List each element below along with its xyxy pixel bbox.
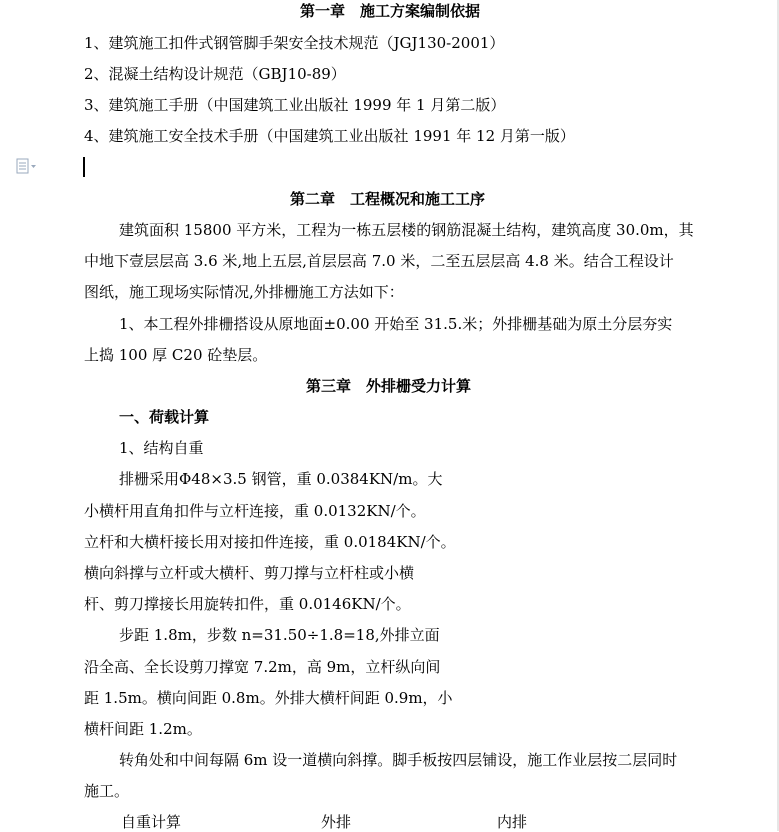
- subsection-self-weight: 1、结构自重: [119, 439, 204, 457]
- bracing-line-1: 转角处和中间每隔 6m 设一道横向斜撑。脚手板按四层铺设，施工作业层按二层同时: [119, 751, 678, 769]
- table-head-self-weight: 自重计算: [121, 813, 182, 831]
- spacing-line-2: 沿全高、全长设剪刀撑宽 7.2m，高 9m，立杆纵向间: [84, 658, 441, 676]
- chapter-2-title: 第二章 工程概况和施工工序: [290, 190, 486, 208]
- reference-item-2: 2、混凝土结构设计规范（GBJ10-89）: [84, 65, 346, 83]
- scaffold-line-2: 上捣 100 厚 C20 砼垫层。: [84, 346, 268, 364]
- weight-line-3: 立杆和大横杆接长用对接扣件连接，重 0.0184KN/个。: [84, 533, 456, 551]
- weight-line-5: 杆、剪刀撑接长用旋转扣件，重 0.0146KN/个。: [84, 595, 411, 613]
- spacing-line-1: 步距 1.8m，步数 n=31.50÷1.8=18,外排立面: [119, 626, 440, 644]
- bracing-line-2: 施工。: [84, 782, 130, 800]
- text-cursor: [83, 157, 85, 177]
- section-load-calc: 一、荷载计算: [119, 408, 210, 426]
- weight-line-2: 小横杆用直角扣件与立杆连接，重 0.0132KN/个。: [84, 502, 426, 520]
- spacing-line-4: 横杆间距 1.2m。: [84, 720, 202, 738]
- table-head-inner: 内排: [497, 813, 528, 831]
- reference-item-4: 4、建筑施工安全技术手册（中国建筑工业出版社 1991 年 12 月第一版）: [84, 127, 575, 145]
- overview-line-2: 中地下壹层层高 3.6 米,地上五层,首层层高 7.0 米，二至五层层高 4.8 米。结合工程设计: [84, 252, 674, 270]
- weight-line-4: 横向斜撑与立杆或大横杆、剪刀撑与立杆柱或小横: [84, 564, 415, 582]
- table-head-outer: 外排: [321, 813, 352, 831]
- weight-line-1: 排栅采用Φ48×3.5 钢管，重 0.0384KN/m。大: [119, 470, 443, 488]
- overview-line-1: 建筑面积 15800 平方米，工程为一栋五层楼的钢筋混凝土结构，建筑高度 30.0m，其: [119, 221, 694, 239]
- chapter-3-title: 第三章 外排栅受力计算: [306, 377, 472, 395]
- chapter-1-title: 第一章 施工方案编制依据: [300, 2, 481, 20]
- overview-line-3: 图纸，施工现场实际情况,外排栅施工方法如下：: [84, 283, 404, 301]
- reference-item-3: 3、建筑施工手册（中国建筑工业出版社 1999 年 1 月第二版）: [84, 96, 506, 114]
- spacing-line-3: 距 1.5m。横向间距 0.8m。外排大横杆间距 0.9m，小: [84, 689, 453, 707]
- paragraph-options-icon[interactable]: [16, 158, 38, 174]
- scaffold-line-1: 1、本工程外排栅搭设从原地面±0.00 开始至 31.5.米；外排栅基础为原土分层夯实: [119, 315, 673, 333]
- reference-item-1: 1、建筑施工扣件式钢管脚手架安全技术规范（JGJ130-2001）: [84, 34, 505, 52]
